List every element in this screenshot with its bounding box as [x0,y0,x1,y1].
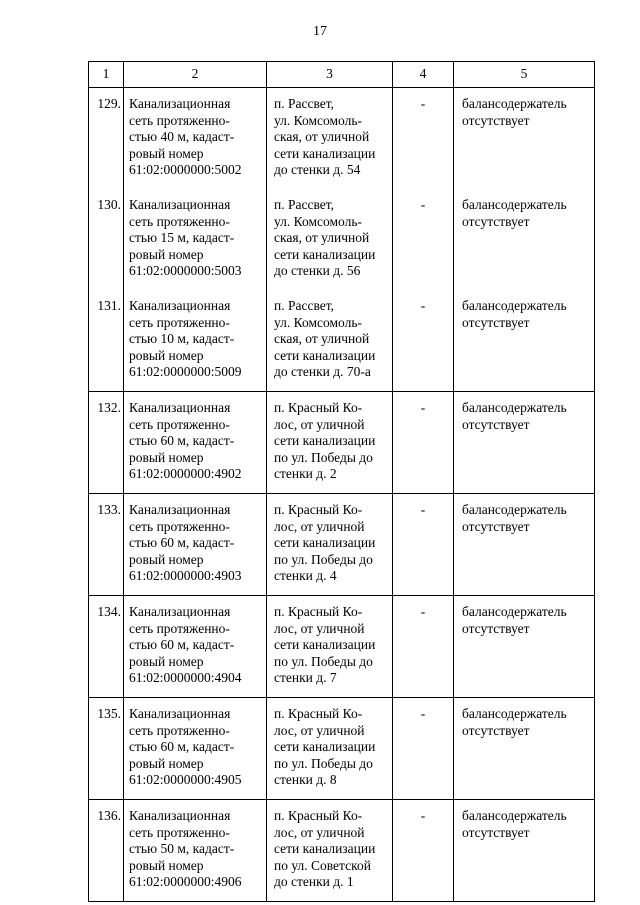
object-address-line: ская, от уличной [274,331,370,346]
balance-holder-line: балансодержатель [462,604,567,619]
object-name-line: ровый номер [129,347,204,363]
object-name-line: сеть протяженно- [129,518,230,534]
table-row [89,698,595,800]
object-name-line: сеть протяженно- [129,620,230,636]
page-number: 17 [313,24,327,39]
object-address [267,88,393,190]
table-row [89,189,595,290]
object-name-line: Канализационная [129,197,231,212]
object-address-line: п. Рассвет, [274,197,335,212]
object-address-line: ул. Комсомоль- [274,112,363,128]
row-number: 134. [89,596,124,698]
balance-holder-line: отсутствует [462,314,530,330]
balance-holder [454,596,595,698]
object-name-line: Канализационная [129,400,231,415]
col4-value: - [393,88,454,190]
table-body [89,88,595,902]
table-row [89,290,595,392]
balance-holder [454,698,595,800]
table-header [89,62,595,88]
table-row [89,596,595,698]
object-address-line: п. Красный Ко- [274,400,363,415]
object-address-line: стенки д. 2 [274,466,337,481]
row-number: 131. [89,290,124,392]
object-address [267,392,393,494]
object-name-line: стью 60 м, кадаст- [129,535,235,550]
object-address-line: п. Рассвет, [274,298,335,313]
row-number: 129. [89,88,124,190]
object-name-line: 61:02:0000000:4902 [129,466,242,481]
object-address [267,596,393,698]
object-address-line: до стенки д. 1 [274,874,354,889]
balance-holder-line: отсутствует [462,112,530,128]
object-address-line: по ул. Победы до [274,755,373,771]
col4-value: - [393,290,454,392]
object-name [124,392,267,494]
object-name-line: стью 50 м, кадаст- [129,841,235,856]
object-name [124,189,267,290]
object-address-line: сети канализации [274,739,376,754]
col4-value: - [393,494,454,596]
object-address-line: п. Красный Ко- [274,706,363,721]
object-address-line: стенки д. 4 [274,568,337,583]
object-address [267,290,393,392]
balance-holder-line: балансодержатель [462,502,567,517]
balance-holder-line: балансодержатель [462,298,567,313]
object-address-line: до стенки д. 56 [274,263,361,278]
object-address-line: стенки д. 7 [274,670,337,685]
table-row [89,392,595,494]
object-name-line: сеть протяженно- [129,824,230,840]
balance-holder [454,189,595,290]
balance-holder-line: отсутствует [462,416,530,432]
object-name-line: 61:02:0000000:5003 [129,263,242,278]
col4-value: - [393,189,454,290]
object-name-line: 61:02:0000000:5002 [129,162,242,177]
object-name-line: 61:02:0000000:4905 [129,772,242,787]
balance-holder [454,392,595,494]
object-address [267,189,393,290]
header-col-5: 5 [454,62,595,88]
row-number: 132. [89,392,124,494]
object-address [267,698,393,800]
object-name-line: Канализационная [129,706,231,721]
object-address-line: лос, от уличной [274,416,365,432]
col4-value: - [393,698,454,800]
row-number: 136. [89,800,124,902]
object-address-line: сети канализации [274,347,376,363]
balance-holder-line: балансодержатель [462,808,567,823]
balance-holder-line: отсутствует [462,620,530,636]
object-address-line: по ул. Победы до [274,653,373,669]
object-address-line: п. Красный Ко- [274,502,363,517]
object-name-line: стью 15 м, кадаст- [129,230,235,245]
object-address-line: сети канализации [274,535,376,550]
balance-holder [454,800,595,902]
object-address-line: лос, от уличной [274,620,365,636]
balance-holder-line: балансодержатель [462,706,567,721]
object-name-line: 61:02:0000000:4904 [129,670,242,685]
object-address-line: сети канализации [274,841,376,856]
object-name-line: стью 10 м, кадаст- [129,331,235,346]
object-name-line: Канализационная [129,604,231,619]
object-address-line: ская, от уличной [274,129,370,144]
object-name-line: сеть протяженно- [129,314,230,330]
object-address-line: сети канализации [274,145,376,161]
object-name-line: Канализационная [129,502,231,517]
col4-value: - [393,596,454,698]
object-name-line: ровый номер [129,653,204,669]
object-address-line: сети канализации [274,433,376,448]
object-name [124,88,267,190]
balance-holder [454,290,595,392]
object-name-line: Канализационная [129,808,231,823]
header-col-4: 4 [393,62,454,88]
object-name-line: ровый номер [129,551,204,567]
table-row [89,494,595,596]
object-name-line: ровый номер [129,246,204,262]
object-name-line: 61:02:0000000:4903 [129,568,242,583]
object-address-line: ская, от уличной [274,230,370,245]
col4-value: - [393,800,454,902]
balance-holder-line: отсутствует [462,824,530,840]
object-name-line: 61:02:0000000:4906 [129,874,242,889]
balance-holder [454,88,595,190]
object-name-line: стью 40 м, кадаст- [129,129,235,144]
balance-holder-line: балансодержатель [462,197,567,212]
object-name-line: сеть протяженно- [129,722,230,738]
object-address-line: п. Красный Ко- [274,604,363,619]
balance-holder-line: отсутствует [462,213,530,229]
object-name-line: Канализационная [129,96,231,111]
object-address-line: лос, от уличной [274,824,365,840]
object-address-line: лос, от уличной [274,518,365,534]
object-name-line: ровый номер [129,449,204,465]
object-name-line: ровый номер [129,145,204,161]
object-address [267,494,393,596]
object-name [124,596,267,698]
table-row [89,800,595,902]
object-name [124,494,267,596]
object-name-line: сеть протяженно- [129,213,230,229]
object-address-line: п. Рассвет, [274,96,335,111]
table-row [89,88,595,190]
object-name-line: сеть протяженно- [129,416,230,432]
object-name-line: сеть протяженно- [129,112,230,128]
object-name [124,800,267,902]
header-col-2: 2 [124,62,267,88]
object-address-line: по ул. Победы до [274,449,373,465]
object-address-line: ул. Комсомоль- [274,314,363,330]
object-address-line: до стенки д. 70-а [274,364,371,379]
balance-holder [454,494,595,596]
row-number: 135. [89,698,124,800]
object-address-line: сети канализации [274,246,376,262]
object-address-line: лос, от уличной [274,722,365,738]
object-address-line: ул. Комсомоль- [274,213,363,229]
object-name-line: ровый номер [129,755,204,771]
object-name-line: стью 60 м, кадаст- [129,739,235,754]
object-address-line: стенки д. 8 [274,772,337,787]
row-number: 130. [89,189,124,290]
header-col-3: 3 [267,62,393,88]
object-name [124,698,267,800]
object-name-line: ровый номер [129,857,204,873]
object-address-line: п. Красный Ко- [274,808,363,823]
header-col-1: 1 [89,62,124,88]
object-address-line: по ул. Советской [274,857,371,873]
object-name-line: стью 60 м, кадаст- [129,637,235,652]
object-address [267,800,393,902]
balance-holder-line: отсутствует [462,722,530,738]
balance-holder-line: балансодержатель [462,400,567,415]
header-row [89,62,595,88]
col4-value: - [393,392,454,494]
object-name-line: стью 60 м, кадаст- [129,433,235,448]
object-name-line: 61:02:0000000:5009 [129,364,242,379]
row-number: 133. [89,494,124,596]
property-table [88,61,595,902]
balance-holder-line: отсутствует [462,518,530,534]
object-name-line: Канализационная [129,298,231,313]
object-address-line: до стенки д. 54 [274,162,361,177]
balance-holder-line: балансодержатель [462,96,567,111]
object-address-line: по ул. Победы до [274,551,373,567]
object-name [124,290,267,392]
object-address-line: сети канализации [274,637,376,652]
